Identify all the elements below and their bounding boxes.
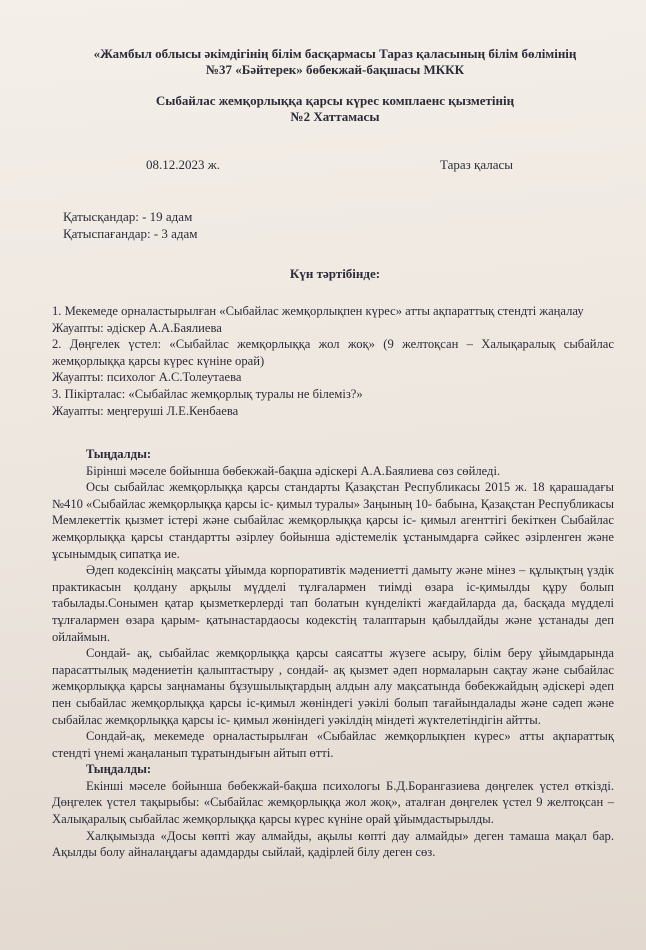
agenda-responsible-1: Жауапты: әдіскер А.А.Баялиева bbox=[52, 320, 222, 335]
section2-paragraph: Халқымызда «Досы көпті жау алмайды, ақылы көпті дау алмайды» деген тамаша мақал бар. Ақылды болу айналаңдағы адамдарды сыйлай, қадірлей білу деген сөз. bbox=[52, 828, 614, 860]
agenda-responsible-2: Жауапты: психолог А.С.Толеутаева bbox=[52, 370, 242, 385]
section-heard-1 bbox=[52, 446, 614, 861]
section1-paragraph: Сондай-ақ, мекемеде орналастырылған «Сыбайлас жемқорлықпен күрес» атты ақпараттық стендті үнемі жаңаланып тұратындығын айтып өтті. bbox=[52, 729, 614, 760]
header-org-line1: «Жамбыл облысы әкімдігінің білім басқармасы Тараз қаласының білім бөлімінің bbox=[93, 46, 577, 61]
header-title-line1: Сыбайлас жемқорлыққа қарсы күрес комплаенс қызметінің bbox=[155, 93, 515, 108]
agenda-item-3: 3. Пікірталас: «Сыбайлас жемқорлық туралы не білеміз?» bbox=[52, 386, 363, 401]
agenda-responsible-3: Жауапты: меңгеруші Л.Е.Кенбаева bbox=[52, 403, 239, 418]
section1-paragraph: Осы сыбайлас жемқорлыққа қарсы стандарты Қазақстан Республикасы 2015 ж. 18 қарашадағы №410 «Сыбайлас жемқорлыққа қарсы іс- қимыл туралы» Заңының 10- бабына, Қазақстан Республикасы Мемлекеттік қызмет істері және сыбайлас жемқорлыққа қарсы іс- қимыл агенттігі бекіткен Сыбайлас жемқорлыққа қарсы стандартты әзірлеу бойынша әдістемелік ұстанымдарға сәйкес әзірленген және ұсынымдық сипатқа ие. bbox=[52, 480, 615, 561]
agenda-item-2: 2. Дөңгелек үстел: «Сыбайлас жемқорлыққа жол жоқ» (9 желтоқсан – Халықаралық сыбайлас жемқорлыққа қарсы күрес күніне орай) bbox=[52, 337, 614, 368]
section1-paragraph: Бірінші мәселе бойынша бөбекжай-бақша әдіскері А.А.Баялиева сөз сөйледі. bbox=[86, 463, 501, 478]
section1-paragraph: Әдеп кодексінің мақсаты ұйымда корпоративтік мәдениетті дамыту және мінез – құлықтың үздік практикасын қолдану арқылы мүдделі тұлғалармен тиімді өзара іс-қимылды құру болып табылады.Сонымен қатар қызметкерлерді тап болатын күнделікті жағдайларда да, басқада мүдделі тұлғалармен өзара қарым- қатынастардаосы кодекстің талаптарын қабылдайды және ұстанады деп ойлаймын. bbox=[52, 563, 614, 644]
header-org-line2: №37 «Бәйтерек» бөбекжай-бақшасы МККК bbox=[205, 62, 465, 77]
attendance-present: Қатысқандар: - 19 адам bbox=[63, 209, 193, 224]
section2-heading: Тыңдалды: bbox=[86, 762, 152, 777]
protocol-city: Тараз қаласы bbox=[440, 157, 514, 172]
header-title-line2: №2 Хаттамасы bbox=[290, 109, 380, 124]
section1-heading: Тыңдалды: bbox=[86, 447, 152, 461]
attendance-absent: Қатыспағандар: - 3 адам bbox=[63, 226, 198, 241]
section1-paragraph: Сондай- ақ, сыбайлас жемқорлыққа қарсы саясатты жүзеге асыру, білім беру ұйымдарында парасаттылық мәдениетін қалыптастыру , сондай- ақ қызмет әдеп нормаларын сақтау және сыбайлас жемқорлыққа қарсы заңнаманы бұзушылықтардың алдын алу мақсатында бөбекжайдың әдіскері әдеп пен сыбайлас жемқорлыққа қарсы іс-қимыл жөніндегі уәкілі болып тағайындалады және сәдеп және сыбайлас жемқорлыққа қарсы іс- қимыл жөніндегі уәкілдің міндеті жүктелетіндігін айтты. bbox=[52, 646, 614, 727]
agenda-heading: Күн тәртібінде: bbox=[289, 266, 381, 281]
section2-paragraph: Екінші мәселе бойынша бөбекжай-бақша психологы Б.Д.Борангазиева дөңгелек үстел өткізді. Дөңгелек үстел тақырыбы: «Сыбайлас жемқорлыққа жол жоқ», аталған дөңгелек үстел 9 желтоқсан – Халықаралық сыбайлас жемқорлыққа қарсы күрес күніне орай ұйымдастырылды. bbox=[52, 778, 614, 827]
agenda-item-1: 1. Мекемеде орналастырылған «Сыбайлас жемқорлықпен күрес» атты ақпараттық стендті жаңалау bbox=[52, 304, 584, 318]
protocol-date: 08.12.2023 ж. bbox=[146, 157, 220, 172]
agenda-list bbox=[52, 303, 614, 419]
